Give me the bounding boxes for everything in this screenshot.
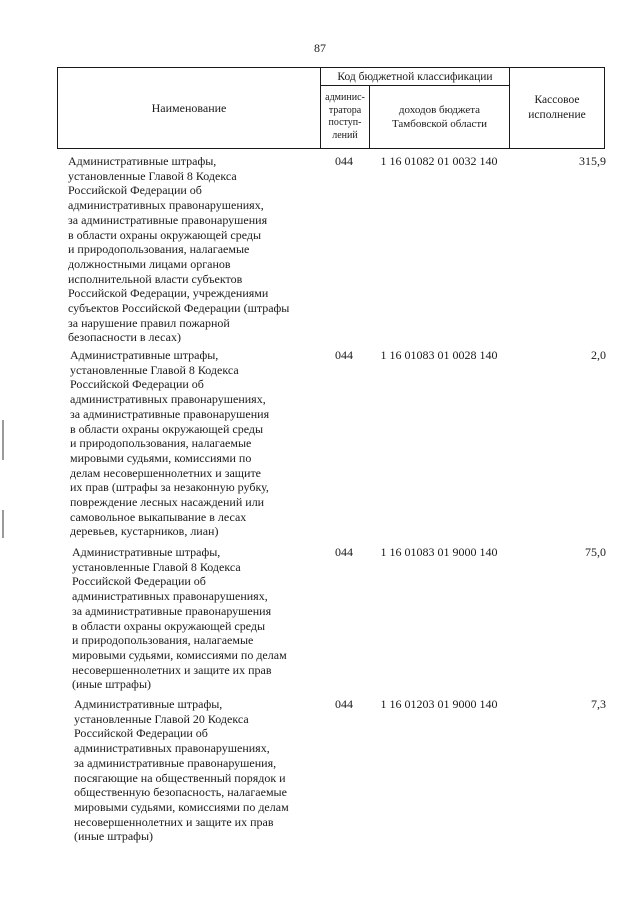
- row-income-code: 1 16 01083 01 9000 140: [380, 545, 498, 559]
- header-admin-col: админис- тратора поступ- лений: [325, 92, 365, 141]
- header-code-group: Код бюджетной классификации: [337, 70, 493, 83]
- row-amount: 7,3: [591, 697, 606, 711]
- row-amount: 315,9: [579, 154, 606, 168]
- page-number: 87: [314, 41, 326, 55]
- row-name: Административные штрафы, установленные Главой 20 Кодекса Российской Федерации об административных правонарушениях, за административные правонарушения, посягающие на общественный порядок и общественную безопасность, налагаемые мировыми судьями, комиссиями по делам несовершеннолетних и защите их прав (иные штрафы): [74, 697, 289, 844]
- scan-edge-mark: [2, 420, 4, 460]
- row-income-code: 1 16 01203 01 9000 140: [380, 697, 498, 711]
- scan-edge-mark: [2, 510, 4, 538]
- row-name: Административные штрафы, установленные Главой 8 Кодекса Российской Федерации об административных правонарушениях, за административные правонарушения в области охраны окружающей среды и природопользования, налагаемые мировыми судьями, комиссиями по делам несовершеннолетних и защите их прав (штрафы за незаконную рубку, повреждение лесных насаждений или самовольное выкапывание в лесах деревьев, кустарников, лиан): [70, 348, 270, 539]
- row-income-code: 1 16 01083 01 0028 140: [380, 348, 498, 362]
- row-admin-code: 044: [335, 154, 353, 168]
- row-amount: 75,0: [585, 545, 606, 559]
- row-admin-code: 044: [335, 697, 353, 711]
- header-income-col: доходов бюджета Тамбовской области: [391, 104, 488, 130]
- row-name: Административные штрафы, установленные Главой 8 Кодекса Российской Федерации об административных правонарушениях, за административные правонарушения в области охраны окружающей среды и природопользования, налагаемые должностными лицами органов исполнительной власти субъектов Российской Федерации, учреждениями субъектов Российской Федерации (штрафы за нарушение правил пожарной безопасности в лесах): [68, 154, 290, 345]
- row-admin-code: 044: [335, 348, 353, 362]
- header-amount-col: Кассовое исполнение: [528, 94, 586, 121]
- table-header: [57, 67, 605, 149]
- row-name: Административные штрафы, установленные Главой 8 Кодекса Российской Федерации об административных правонарушениях, за административные правонарушения в области охраны окружающей среды и природопользования, налагаемые мировыми судьями, комиссиями по делам несовершеннолетних и защите их прав (иные штрафы): [72, 545, 287, 692]
- row-amount: 2,0: [591, 348, 606, 362]
- header-name-col: Наименование: [151, 100, 227, 115]
- row-income-code: 1 16 01082 01 0032 140: [380, 154, 498, 168]
- row-admin-code: 044: [335, 545, 353, 559]
